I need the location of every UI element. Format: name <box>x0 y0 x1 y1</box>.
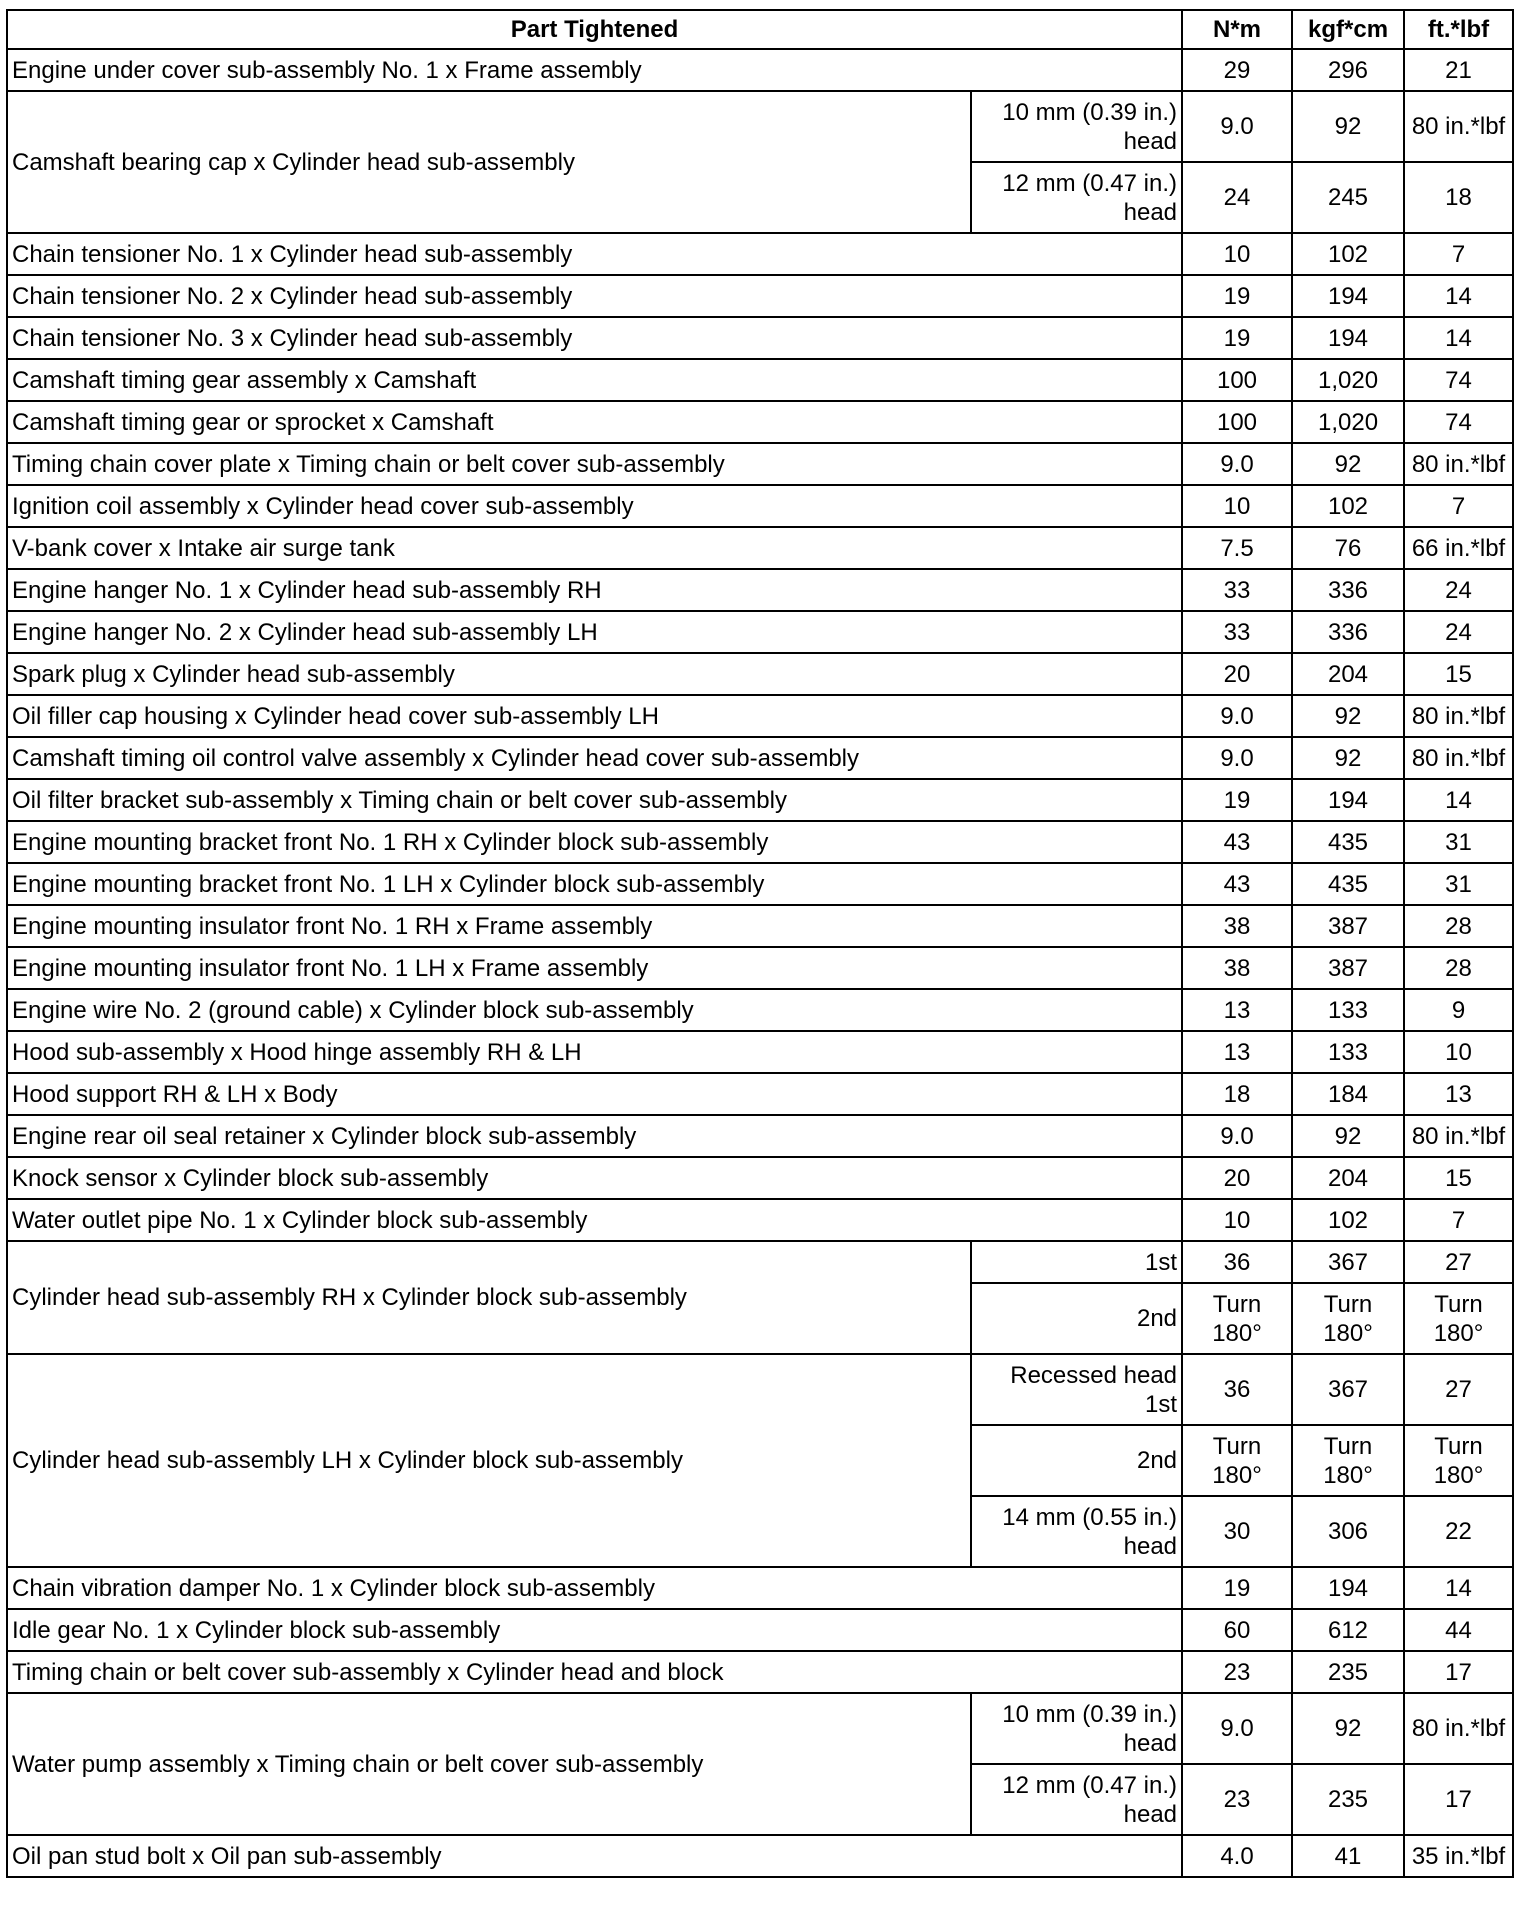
table-row <box>7 1241 1513 1283</box>
torque-nm-cell: 24 <box>1182 162 1292 233</box>
cell-text-line: Turn <box>1323 1290 1373 1318</box>
cell-text-line: head <box>1123 198 1178 226</box>
torque-ft-cell: 9 <box>1404 989 1513 1031</box>
torque-nm-cell: 33 <box>1182 611 1292 653</box>
table-row <box>7 485 1513 527</box>
torque-specification-table <box>6 9 1514 1878</box>
torque-ft-cell: 28 <box>1404 905 1513 947</box>
torque-ft-cell: 80 in.*lbf <box>1404 91 1513 162</box>
part-name-cell: Oil pan stud bolt x Oil pan sub-assembly <box>7 1835 1182 1877</box>
part-name-cell: Oil filter bracket sub-assembly x Timing chain or belt cover sub-assembly <box>7 779 1182 821</box>
torque-nm-cell: 30 <box>1182 1496 1292 1567</box>
torque-kgf-cell: 1,020 <box>1292 359 1404 401</box>
torque-ft-cell: 80 in.*lbf <box>1404 443 1513 485</box>
torque-kgf-cell: 204 <box>1292 1157 1404 1199</box>
torque-nm-cell: 100 <box>1182 401 1292 443</box>
condition-cell <box>971 1764 1182 1835</box>
part-name-cell: Timing chain cover plate x Timing chain or belt cover sub-assembly <box>7 443 1182 485</box>
torque-nm-cell: 19 <box>1182 779 1292 821</box>
table-row <box>7 1199 1513 1241</box>
part-name-cell: Camshaft bearing cap x Cylinder head sub-assembly <box>7 91 971 233</box>
table-row <box>7 737 1513 779</box>
torque-nm-cell: 10 <box>1182 1199 1292 1241</box>
torque-ft-cell: 28 <box>1404 947 1513 989</box>
torque-ft-cell: 14 <box>1404 275 1513 317</box>
torque-ft-cell: 22 <box>1404 1496 1513 1567</box>
torque-nm-cell: 19 <box>1182 317 1292 359</box>
table-row <box>7 1354 1513 1425</box>
part-name-cell: Camshaft timing gear assembly x Camshaft <box>7 359 1182 401</box>
torque-kgf-cell <box>1292 1425 1404 1496</box>
torque-nm-cell: 9.0 <box>1182 1693 1292 1764</box>
torque-kgf-cell: 102 <box>1292 1199 1404 1241</box>
torque-nm-cell: 9.0 <box>1182 91 1292 162</box>
torque-ft-cell: 7 <box>1404 485 1513 527</box>
part-name-cell: Engine wire No. 2 (ground cable) x Cylinder block sub-assembly <box>7 989 1182 1031</box>
torque-kgf-cell: 92 <box>1292 91 1404 162</box>
torque-kgf-cell: 204 <box>1292 653 1404 695</box>
cell-text-line: 10 mm (0.39 in.) <box>1002 1700 1178 1728</box>
torque-kgf-cell: 435 <box>1292 821 1404 863</box>
torque-ft-cell: 14 <box>1404 317 1513 359</box>
torque-kgf-cell: 92 <box>1292 1693 1404 1764</box>
cell-text-line: Recessed head <box>1010 1361 1178 1389</box>
part-name-cell: Oil filler cap housing x Cylinder head cover sub-assembly LH <box>7 695 1182 737</box>
part-name-cell: Chain vibration damper No. 1 x Cylinder block sub-assembly <box>7 1567 1182 1609</box>
table-row <box>7 49 1513 91</box>
torque-ft-cell: 27 <box>1404 1354 1513 1425</box>
table-row <box>7 233 1513 275</box>
torque-ft-cell: 24 <box>1404 611 1513 653</box>
torque-nm-cell: 10 <box>1182 485 1292 527</box>
torque-kgf-cell: 336 <box>1292 611 1404 653</box>
torque-kgf-cell: 1,020 <box>1292 401 1404 443</box>
cell-text-line: 180° <box>1433 1319 1484 1347</box>
torque-ft-cell: 44 <box>1404 1609 1513 1651</box>
part-name-cell: Hood sub-assembly x Hood hinge assembly RH & LH <box>7 1031 1182 1073</box>
torque-kgf-cell: 245 <box>1292 162 1404 233</box>
torque-ft-cell: 80 in.*lbf <box>1404 1693 1513 1764</box>
torque-ft-cell: 7 <box>1404 233 1513 275</box>
part-name-cell: Engine mounting bracket front No. 1 RH x Cylinder block sub-assembly <box>7 821 1182 863</box>
table-row <box>7 275 1513 317</box>
condition-cell <box>971 91 1182 162</box>
table-row <box>7 91 1513 162</box>
torque-nm-cell: 20 <box>1182 1157 1292 1199</box>
torque-kgf-cell: 194 <box>1292 779 1404 821</box>
torque-kgf-cell: 41 <box>1292 1835 1404 1877</box>
part-name-cell: Chain tensioner No. 1 x Cylinder head sub-assembly <box>7 233 1182 275</box>
torque-kgf-cell: 92 <box>1292 1115 1404 1157</box>
cell-text-line: 12 mm (0.47 in.) <box>1002 169 1178 197</box>
torque-ft-cell: 7 <box>1404 1199 1513 1241</box>
table-header-row <box>7 10 1513 49</box>
cell-text-line: Turn <box>1434 1290 1483 1318</box>
table-row <box>7 569 1513 611</box>
torque-kgf-cell: 102 <box>1292 485 1404 527</box>
cell-text-line: 12 mm (0.47 in.) <box>1002 1771 1178 1799</box>
condition-cell: 1st <box>971 1241 1182 1283</box>
torque-kgf-cell: 235 <box>1292 1764 1404 1835</box>
table-row <box>7 989 1513 1031</box>
torque-kgf-cell: 612 <box>1292 1609 1404 1651</box>
torque-ft-cell: 10 <box>1404 1031 1513 1073</box>
torque-kgf-cell: 133 <box>1292 989 1404 1031</box>
torque-ft-cell: 21 <box>1404 49 1513 91</box>
torque-nm-cell <box>1182 1283 1292 1354</box>
part-name-cell: Knock sensor x Cylinder block sub-assembly <box>7 1157 1182 1199</box>
table-row <box>7 821 1513 863</box>
table-row <box>7 905 1513 947</box>
torque-kgf-cell: 336 <box>1292 569 1404 611</box>
table-row <box>7 359 1513 401</box>
table-row <box>7 443 1513 485</box>
condition-cell <box>971 1693 1182 1764</box>
table-body <box>7 49 1513 1877</box>
torque-nm-cell: 7.5 <box>1182 527 1292 569</box>
torque-nm-cell: 10 <box>1182 233 1292 275</box>
part-name-cell: Camshaft timing oil control valve assembly x Cylinder head cover sub-assembly <box>7 737 1182 779</box>
condition-cell <box>971 162 1182 233</box>
cell-text-line: Turn <box>1212 1432 1262 1460</box>
torque-ft-cell: 24 <box>1404 569 1513 611</box>
part-name-cell: Cylinder head sub-assembly LH x Cylinder block sub-assembly <box>7 1354 971 1567</box>
torque-kgf-cell: 133 <box>1292 1031 1404 1073</box>
torque-ft-cell: 80 in.*lbf <box>1404 695 1513 737</box>
table-row <box>7 611 1513 653</box>
cell-text-line: 1st <box>1145 1390 1178 1418</box>
torque-nm-cell: 43 <box>1182 821 1292 863</box>
torque-kgf-cell: 184 <box>1292 1073 1404 1115</box>
torque-kgf-cell: 387 <box>1292 947 1404 989</box>
torque-kgf-cell: 387 <box>1292 905 1404 947</box>
torque-kgf-cell <box>1292 1283 1404 1354</box>
table-row <box>7 1157 1513 1199</box>
cell-text-line: 180° <box>1212 1319 1262 1347</box>
table-row <box>7 1073 1513 1115</box>
torque-nm-cell: 23 <box>1182 1764 1292 1835</box>
torque-kgf-cell: 296 <box>1292 49 1404 91</box>
table-row <box>7 695 1513 737</box>
part-name-cell: Cylinder head sub-assembly RH x Cylinder block sub-assembly <box>7 1241 971 1354</box>
torque-nm-cell: 9.0 <box>1182 443 1292 485</box>
torque-kgf-cell: 102 <box>1292 233 1404 275</box>
torque-ft-cell: 31 <box>1404 821 1513 863</box>
part-name-cell: Hood support RH & LH x Body <box>7 1073 1182 1115</box>
table-row <box>7 1835 1513 1877</box>
torque-ft-cell: 15 <box>1404 1157 1513 1199</box>
part-name-cell: Water outlet pipe No. 1 x Cylinder block sub-assembly <box>7 1199 1182 1241</box>
table-row <box>7 653 1513 695</box>
header-ft-lbf: ft.*lbf <box>1404 10 1513 49</box>
part-name-cell: Engine rear oil seal retainer x Cylinder block sub-assembly <box>7 1115 1182 1157</box>
cell-text-line: 14 mm (0.55 in.) <box>1002 1503 1178 1531</box>
torque-nm-cell: 13 <box>1182 1031 1292 1073</box>
torque-nm-cell: 38 <box>1182 905 1292 947</box>
cell-text-line: head <box>1123 1729 1178 1757</box>
part-name-cell: Timing chain or belt cover sub-assembly x Cylinder head and block <box>7 1651 1182 1693</box>
cell-text-line: 180° <box>1212 1461 1262 1489</box>
table-row <box>7 947 1513 989</box>
condition-cell: 2nd <box>971 1425 1182 1496</box>
torque-nm-cell: 9.0 <box>1182 695 1292 737</box>
header-kgf-cm: kgf*cm <box>1292 10 1404 49</box>
torque-nm-cell: 29 <box>1182 49 1292 91</box>
torque-ft-cell: 13 <box>1404 1073 1513 1115</box>
table-row <box>7 1567 1513 1609</box>
torque-nm-cell: 19 <box>1182 1567 1292 1609</box>
torque-ft-cell <box>1404 1283 1513 1354</box>
torque-ft-cell: 35 in.*lbf <box>1404 1835 1513 1877</box>
torque-ft-cell: 14 <box>1404 1567 1513 1609</box>
cell-text-line: Turn <box>1434 1432 1483 1460</box>
torque-kgf-cell: 194 <box>1292 275 1404 317</box>
torque-nm-cell: 100 <box>1182 359 1292 401</box>
torque-ft-cell: 80 in.*lbf <box>1404 737 1513 779</box>
torque-kgf-cell: 235 <box>1292 1651 1404 1693</box>
torque-ft-cell: 80 in.*lbf <box>1404 1115 1513 1157</box>
table-row <box>7 317 1513 359</box>
torque-nm-cell: 23 <box>1182 1651 1292 1693</box>
cell-text-line: Turn <box>1323 1432 1373 1460</box>
cell-text-line: head <box>1123 1532 1178 1560</box>
cell-text-line: Turn <box>1212 1290 1262 1318</box>
torque-ft-cell: 31 <box>1404 863 1513 905</box>
part-name-cell: Ignition coil assembly x Cylinder head cover sub-assembly <box>7 485 1182 527</box>
cell-text-line: 10 mm (0.39 in.) <box>1002 98 1178 126</box>
part-name-cell: Engine under cover sub-assembly No. 1 x Frame assembly <box>7 49 1182 91</box>
table-row <box>7 527 1513 569</box>
part-name-cell: Chain tensioner No. 2 x Cylinder head sub-assembly <box>7 275 1182 317</box>
part-name-cell: Engine mounting insulator front No. 1 LH x Frame assembly <box>7 947 1182 989</box>
torque-kgf-cell: 306 <box>1292 1496 1404 1567</box>
part-name-cell: Engine mounting insulator front No. 1 RH x Frame assembly <box>7 905 1182 947</box>
torque-ft-cell: 17 <box>1404 1651 1513 1693</box>
torque-kgf-cell: 76 <box>1292 527 1404 569</box>
torque-kgf-cell: 367 <box>1292 1241 1404 1283</box>
torque-ft-cell: 66 in.*lbf <box>1404 527 1513 569</box>
cell-text-line: head <box>1123 1800 1178 1828</box>
torque-nm-cell: 36 <box>1182 1241 1292 1283</box>
part-name-cell: Idle gear No. 1 x Cylinder block sub-assembly <box>7 1609 1182 1651</box>
table-row <box>7 1609 1513 1651</box>
torque-nm-cell: 4.0 <box>1182 1835 1292 1877</box>
part-name-cell: Engine hanger No. 1 x Cylinder head sub-assembly RH <box>7 569 1182 611</box>
condition-cell: 2nd <box>971 1283 1182 1354</box>
torque-nm-cell: 9.0 <box>1182 1115 1292 1157</box>
torque-ft-cell <box>1404 1425 1513 1496</box>
cell-text-line: 180° <box>1323 1319 1373 1347</box>
torque-nm-cell <box>1182 1425 1292 1496</box>
header-newton-meter: N*m <box>1182 10 1292 49</box>
part-name-cell: Engine hanger No. 2 x Cylinder head sub-assembly LH <box>7 611 1182 653</box>
torque-nm-cell: 20 <box>1182 653 1292 695</box>
torque-nm-cell: 13 <box>1182 989 1292 1031</box>
part-name-cell: Chain tensioner No. 3 x Cylinder head sub-assembly <box>7 317 1182 359</box>
torque-kgf-cell: 367 <box>1292 1354 1404 1425</box>
torque-ft-cell: 17 <box>1404 1764 1513 1835</box>
torque-kgf-cell: 435 <box>1292 863 1404 905</box>
table-row <box>7 863 1513 905</box>
torque-nm-cell: 36 <box>1182 1354 1292 1425</box>
table-row <box>7 1031 1513 1073</box>
cell-text-line: head <box>1123 127 1178 155</box>
torque-nm-cell: 33 <box>1182 569 1292 611</box>
table-row <box>7 401 1513 443</box>
part-name-cell: Water pump assembly x Timing chain or belt cover sub-assembly <box>7 1693 971 1835</box>
torque-ft-cell: 74 <box>1404 401 1513 443</box>
torque-kgf-cell: 92 <box>1292 443 1404 485</box>
torque-nm-cell: 60 <box>1182 1609 1292 1651</box>
table-row <box>7 1115 1513 1157</box>
torque-kgf-cell: 194 <box>1292 1567 1404 1609</box>
table-row <box>7 779 1513 821</box>
condition-cell <box>971 1354 1182 1425</box>
torque-ft-cell: 27 <box>1404 1241 1513 1283</box>
part-name-cell: V-bank cover x Intake air surge tank <box>7 527 1182 569</box>
table-row <box>7 1651 1513 1693</box>
part-name-cell: Spark plug x Cylinder head sub-assembly <box>7 653 1182 695</box>
table-row <box>7 1693 1513 1764</box>
torque-ft-cell: 14 <box>1404 779 1513 821</box>
torque-nm-cell: 18 <box>1182 1073 1292 1115</box>
torque-ft-cell: 18 <box>1404 162 1513 233</box>
torque-nm-cell: 38 <box>1182 947 1292 989</box>
torque-nm-cell: 43 <box>1182 863 1292 905</box>
torque-nm-cell: 19 <box>1182 275 1292 317</box>
condition-cell <box>971 1496 1182 1567</box>
cell-text-line: 180° <box>1433 1461 1484 1489</box>
torque-kgf-cell: 92 <box>1292 737 1404 779</box>
torque-nm-cell: 9.0 <box>1182 737 1292 779</box>
cell-text-line: 180° <box>1323 1461 1373 1489</box>
part-name-cell: Engine mounting bracket front No. 1 LH x Cylinder block sub-assembly <box>7 863 1182 905</box>
part-name-cell: Camshaft timing gear or sprocket x Camshaft <box>7 401 1182 443</box>
header-part-tightened: Part Tightened <box>7 10 1182 49</box>
torque-ft-cell: 74 <box>1404 359 1513 401</box>
torque-ft-cell: 15 <box>1404 653 1513 695</box>
torque-kgf-cell: 92 <box>1292 695 1404 737</box>
torque-kgf-cell: 194 <box>1292 317 1404 359</box>
